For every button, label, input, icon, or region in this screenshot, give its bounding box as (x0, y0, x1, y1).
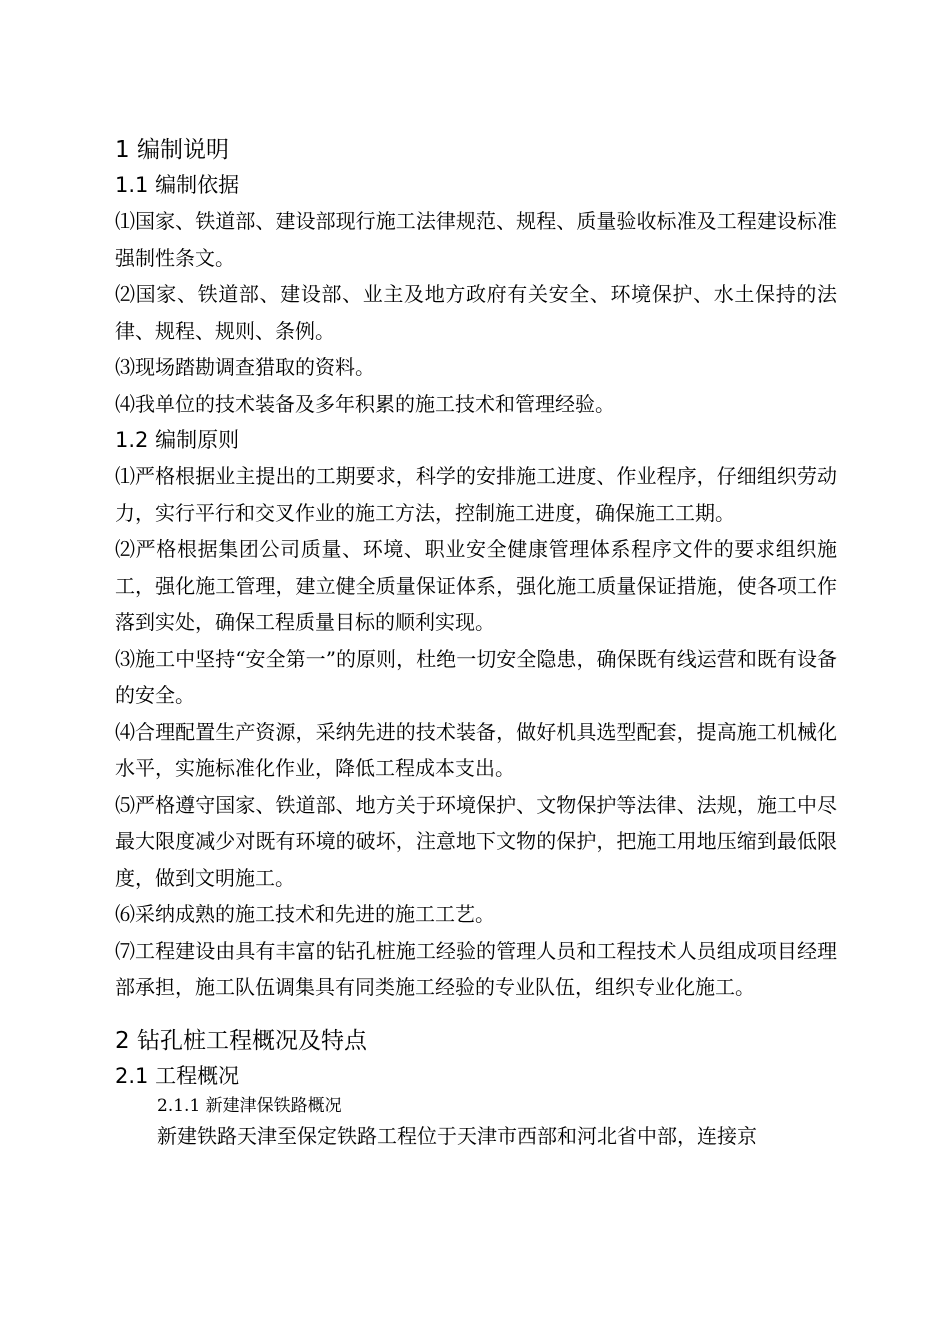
principle-item-2: ⑵严格根据集团公司质量、环境、职业安全健康管理体系程序文件的要求组织施工，强化施工管理，建立健全质量保证体系，强化施工质量保证措施，使各项工作落到实处，确保工程质量目标的顺利实现。 (115, 537, 837, 634)
principle-item-4: ⑷合理配置生产资源，采纳先进的技术装备，做好机具选型配套，提高施工机械化水平，实施标准化作业，降低工程成本支出。 (115, 719, 837, 780)
principle-item-6: ⑹采纳成熟的施工技术和先进的施工工艺。 (115, 902, 495, 926)
document-body (115, 133, 837, 1154)
section-1-2-heading: 1.2 编制原则 (115, 428, 240, 452)
basis-item-3: ⑶现场踏勘调查猎取的资料。 (115, 355, 375, 379)
section-2-heading: 2 钻孔桩工程概况及特点 (115, 1027, 367, 1054)
section-1-heading: 1 编制说明 (115, 137, 229, 163)
principle-item-3: ⑶施工中坚持“安全第一”的原则，杜绝一切安全隐患，确保既有线运营和既有设备的安全。 (115, 646, 837, 707)
basis-item-1: ⑴国家、铁道部、建设部现行施工法律规范、规程、质量验收标准及工程建设标准强制性条文。 (115, 209, 837, 270)
overview-paragraph: 新建铁路天津至保定铁路工程位于天津市西部和河北省中部，连接京 (157, 1123, 757, 1148)
basis-item-4: ⑷我单位的技术装备及多年积累的施工技术和管理经验。 (115, 391, 615, 416)
section-spacer (115, 1006, 837, 1024)
principle-item-5: ⑸严格遵守国家、铁道部、地方关于环境保护、文物保护等法律、法规，施工中尽最大限度减少对既有环境的破坏，注意地下文物的保护，把施工用地压缩到最低限度，做到文明施工。 (115, 792, 837, 890)
basis-item-2: ⑵国家、铁道部、建设部、业主及地方政府有关安全、环境保护、水土保持的法律、规程、规则、条例。 (115, 282, 837, 343)
principle-item-7: ⑺工程建设由具有丰富的钻孔桩施工经验的管理人员和工程技术人员组成项目经理部承担，施工队伍调集具有同类施工经验的专业队伍，组织专业化施工。 (115, 938, 837, 999)
section-2-1-heading: 2.1 工程概况 (115, 1063, 240, 1088)
section-2-1-1-heading: 2.1.1 新建津保铁路概况 (157, 1095, 342, 1116)
section-1-1-heading: 1.1 编制依据 (115, 173, 240, 197)
principle-item-1: ⑴严格根据业主提出的工期要求，科学的安排施工进度、作业程序，仔细组织劳动力，实行平行和交叉作业的施工方法，控制施工进度，确保施工工期。 (115, 464, 837, 525)
